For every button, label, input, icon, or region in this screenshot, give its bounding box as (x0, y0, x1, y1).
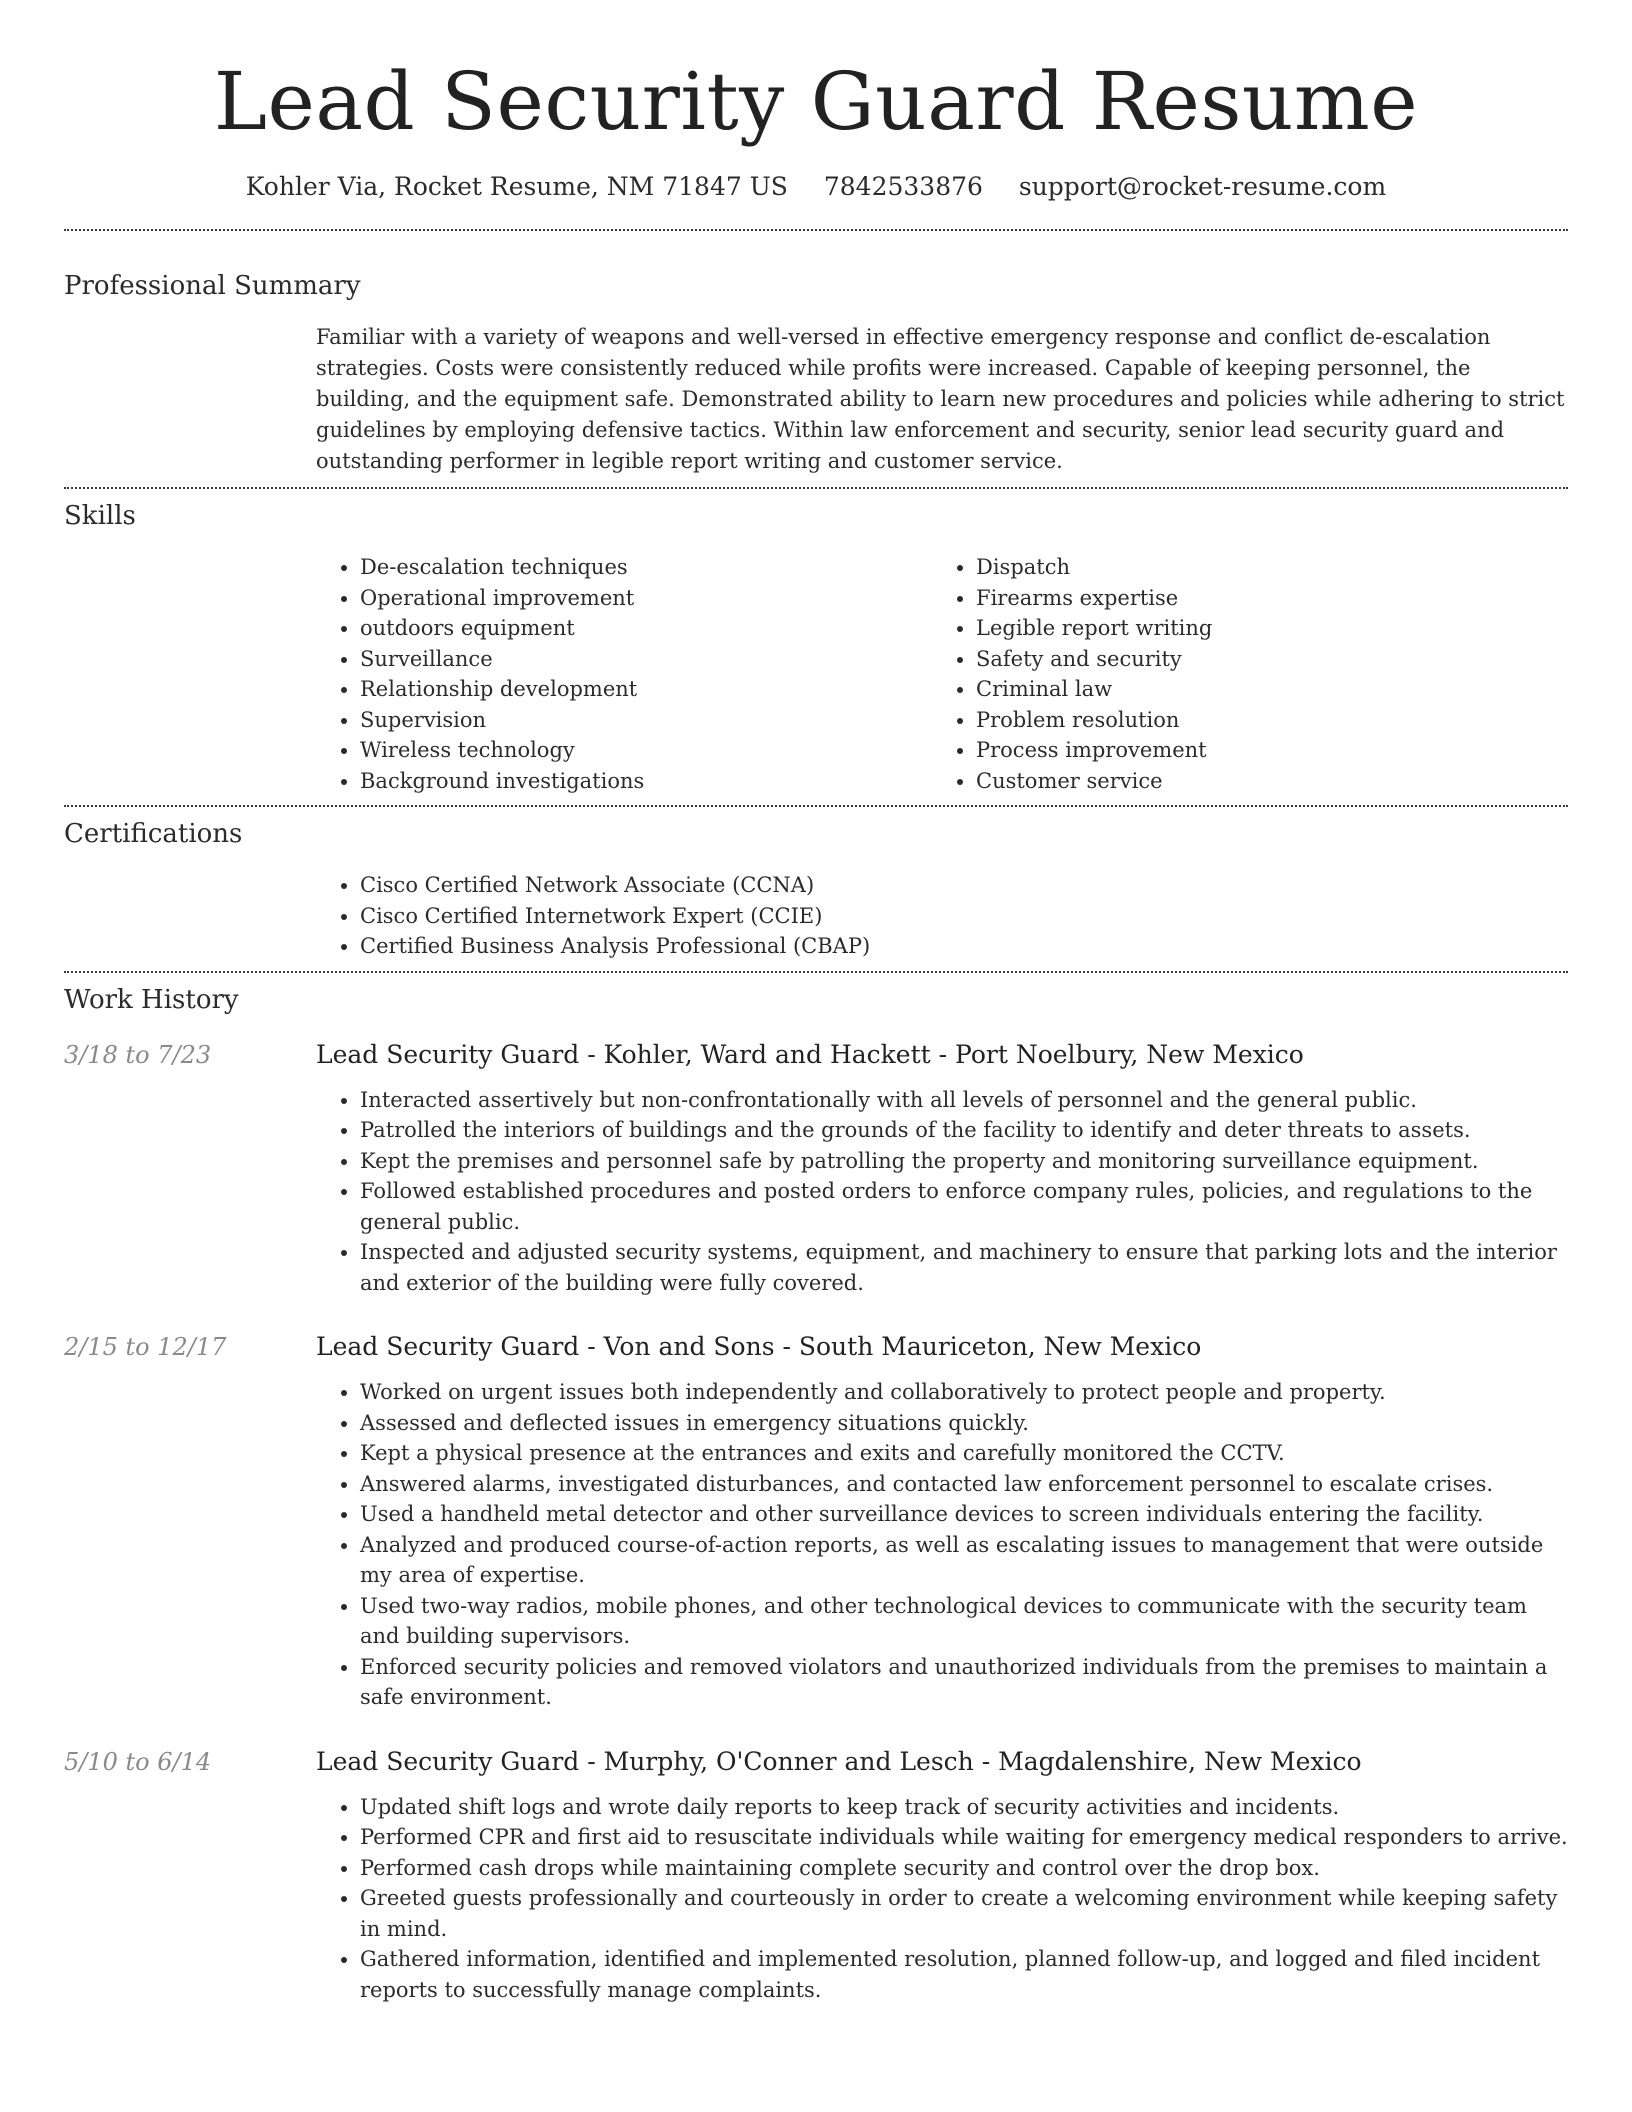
certifications-divider (64, 971, 1568, 973)
skill-item: • Criminal law (976, 674, 1568, 705)
work-history-heading: Work History (64, 984, 239, 1015)
skills-left-column (316, 552, 932, 796)
job-dates: 5/10 to 6/14 (64, 1747, 212, 1776)
job-bullet: • Assessed and deflected issues in emergency situations quickly. (360, 1408, 1568, 1439)
skill-item: • De-escalation techniques (360, 552, 932, 583)
job-bullet: • Gathered information, identified and implemented resolution, planned follow-up, and logged and filed incident reports to successfully manage complaints. (360, 1944, 1568, 2005)
job-bullet: • Performed cash drops while maintaining complete security and control over the drop box. (360, 1853, 1568, 1884)
job-bullet: • Followed established procedures and posted orders to enforce company rules, policies, and regulations to the general public. (360, 1176, 1568, 1237)
job-dates: 2/15 to 12/17 (64, 1333, 227, 1361)
skill-item: • Background investigations (360, 766, 932, 797)
certification-item: • Cisco Certified Network Associate (CCNA) (360, 870, 1568, 901)
skill-item: • Firearms expertise (976, 583, 1568, 614)
certifications-section (64, 817, 1568, 962)
job-bullet: • Kept the premises and personnel safe by patrolling the property and monitoring surveillance equipment. (360, 1146, 1568, 1177)
skill-item: • Problem resolution (976, 705, 1568, 736)
summary-text: Familiar with a variety of weapons and well-versed in effective emergency response and conflict de-escalation strategies. Costs were consistently reduced while profits were increased. Capable of keeping personnel, the building, and the equipment safe. Demonstrated ability to learn new procedures and policies while adhering to strict guidelines by employing defensive tactics. Within law enforcement and security, senior lead security guard and outstanding performer in legible report writing and customer service. (316, 325, 1565, 473)
job-title: Lead Security Guard - Murphy, O'Conner and Lesch - Magdalenshire, New Mexico (316, 1746, 1362, 1776)
skill-item: • Operational improvement (360, 583, 932, 614)
job-title: Lead Security Guard - Kohler, Ward and Hackett - Port Noelbury, New Mexico (316, 1039, 1304, 1069)
skills-right-column (932, 552, 1568, 796)
job-bullet: • Worked on urgent issues both independently and collaboratively to protect people and property. (360, 1377, 1568, 1408)
certification-item: • Certified Business Analysis Professional (CBAP) (360, 931, 1568, 962)
summary-heading: Professional Summary (64, 271, 361, 301)
resume-title: Lead Security Guard Resume (213, 55, 1419, 148)
contact-address: Kohler Via, Rocket Resume, NM 71847 US (245, 172, 788, 201)
job-entry (64, 1038, 1568, 1299)
skill-item: • Process improvement (976, 735, 1568, 766)
header-divider (64, 229, 1568, 231)
job-bullet: • Enforced security policies and removed violators and unauthorized individuals from the premises to maintain a safe environment. (360, 1652, 1568, 1713)
job-bullet: • Used a handheld metal detector and other surveillance devices to screen individuals entering the facility. (360, 1499, 1568, 1530)
job-details (316, 1745, 1568, 2006)
job-bullet: • Kept a physical presence at the entrances and exits and carefully monitored the CCTV. (360, 1438, 1568, 1469)
job-title: Lead Security Guard - Von and Sons - South Mauriceton, New Mexico (316, 1332, 1202, 1361)
skills-section (64, 499, 1568, 796)
certifications-heading: Certifications (64, 819, 243, 849)
contact-phone: 7842533876 (823, 172, 983, 201)
job-bullet: • Patrolled the interiors of buildings and the grounds of the facility to identify and deter threats to assets. (360, 1115, 1568, 1146)
job-bullet: • Used two-way radios, mobile phones, and other technological devices to communicate with the security team and building supervisors. (360, 1591, 1568, 1652)
skill-item: • Customer service (976, 766, 1568, 797)
job-entry (64, 1745, 1568, 2006)
skill-item: • Surveillance (360, 644, 932, 675)
job-entry (64, 1330, 1568, 1713)
job-bullets (316, 1377, 1568, 1713)
job-details (316, 1330, 1568, 1713)
skill-item: • Dispatch (976, 552, 1568, 583)
certification-item: • Cisco Certified Internetwork Expert (CCIE) (360, 901, 1568, 932)
skill-item: • Wireless technology (360, 735, 932, 766)
skill-item: • Relationship development (360, 674, 932, 705)
skill-item: • Safety and security (976, 644, 1568, 675)
job-bullet: • Performed CPR and first aid to resuscitate individuals while waiting for emergency medical responders to arrive. (360, 1822, 1568, 1853)
contact-email: support@rocket-resume.com (1018, 172, 1387, 201)
skill-item: • outdoors equipment (360, 613, 932, 644)
skill-item: • Supervision (360, 705, 932, 736)
skill-item: • Legible report writing (976, 613, 1568, 644)
job-details (316, 1038, 1568, 1299)
job-bullets (316, 1085, 1568, 1299)
summary-divider (64, 487, 1568, 489)
contact-line (64, 170, 1568, 204)
job-bullets (316, 1792, 1568, 2006)
job-bullet: • Answered alarms, investigated disturbances, and contacted law enforcement personnel to escalate crises. (360, 1469, 1568, 1500)
summary-section (64, 269, 1568, 477)
job-bullet: • Greeted guests professionally and courteously in order to create a welcoming environment while keeping safety in mind. (360, 1883, 1568, 1944)
certifications-list (316, 870, 1568, 962)
skills-list (316, 552, 1568, 796)
skills-heading: Skills (64, 501, 136, 531)
job-bullet: • Interacted assertively but non-confrontationally with all levels of personnel and the general public. (360, 1085, 1568, 1116)
skills-divider (64, 805, 1568, 807)
job-bullet: • Analyzed and produced course-of-action reports, as well as escalating issues to management that were outside my area of expertise. (360, 1530, 1568, 1591)
job-bullet: • Inspected and adjusted security systems, equipment, and machinery to ensure that parking lots and the interior and exterior of the building were fully covered. (360, 1237, 1568, 1298)
work-history-section (64, 983, 1568, 2006)
job-bullet: • Updated shift logs and wrote daily reports to keep track of security activities and incidents. (360, 1792, 1568, 1823)
job-dates: 3/18 to 7/23 (64, 1040, 212, 1069)
